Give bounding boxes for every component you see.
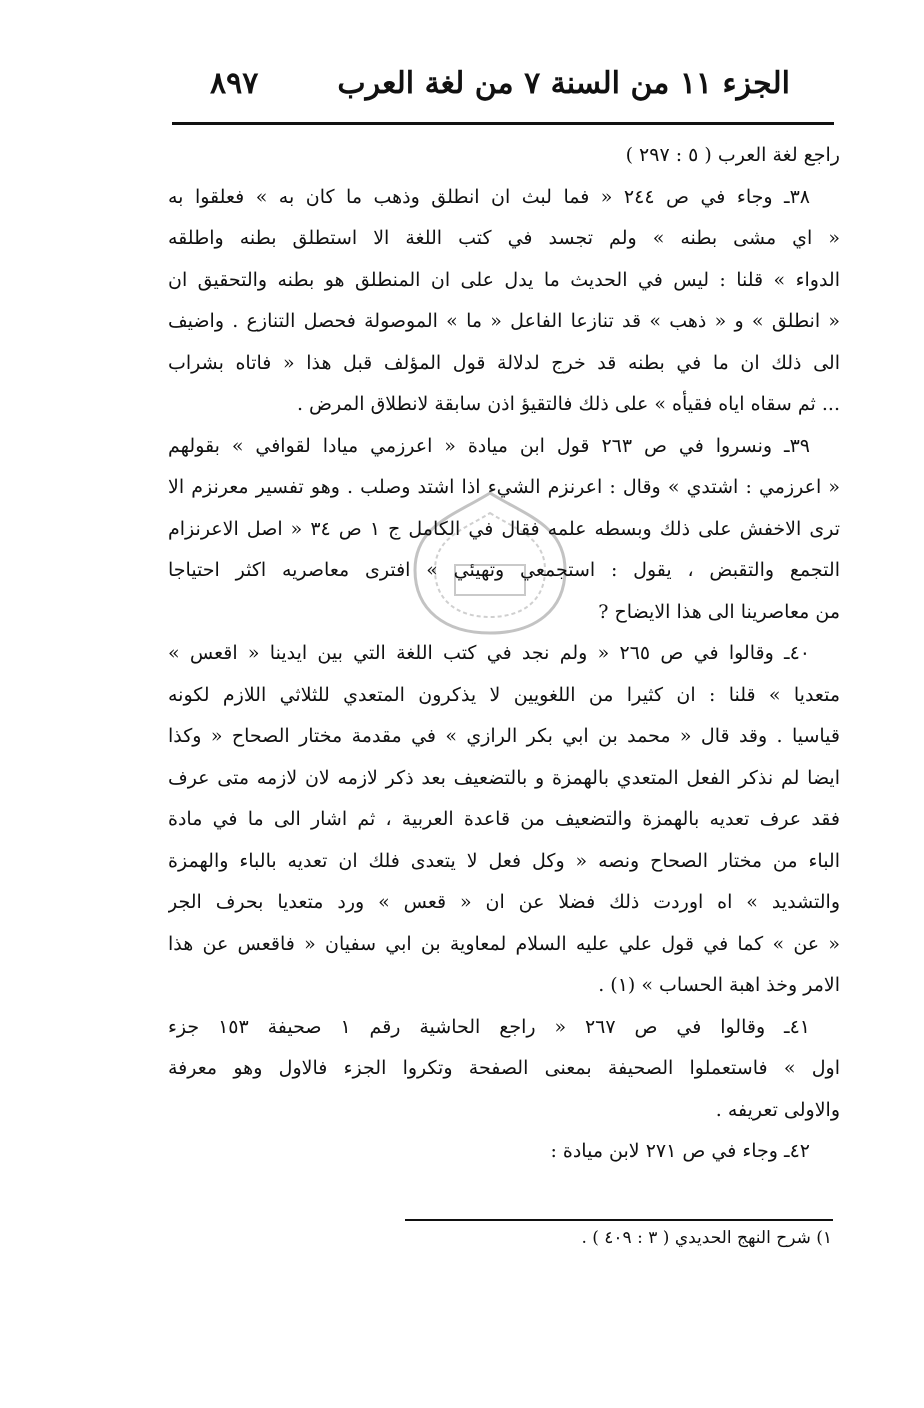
text-line: « عن » كما في قول علي عليه السلام لمعاوية بن ابي سفيان « فاقعس عن هذا	[168, 932, 840, 955]
text-line: ترى الاخفش على ذلك وبسطه علمه فقال في الكامل ج ١ ص ٣٤ « اصل الاعرنزام	[168, 517, 840, 540]
text-line: الامر وخذ اهبة الحساب » (١) .	[598, 974, 840, 996]
text-line: فقد عرف تعديه بالهمزة والتضعيف من قاعدة العربية ، ثم اشار الى ما في مادة	[168, 808, 840, 830]
body-text	[168, 135, 840, 1173]
text-line: من معاصرينا الى هذا الايضاح ?	[598, 600, 840, 623]
text-line: « انطلق » و « ذهب » قد تنازعا الفاعل « ما » الموصولة فحصل التنازع . واضيف	[168, 310, 840, 332]
text-line: الدواء » قلنا : ليس في الحديث ما يدل على ان المنطلق هو بطنه والتحقيق ان	[168, 268, 840, 291]
text-line: ٣٩ـ ونسروا في ص ٢٦٣ قول ابن ميادة « اعرزمي ميادا لقوافي » بقولهم	[168, 434, 810, 457]
footnote-rule	[405, 1219, 833, 1221]
running-head: الجزء ١١ من السنة ٧ من لغة العرب	[337, 66, 790, 101]
text-line: والاولى تعريفه .	[715, 1098, 840, 1121]
page-header	[170, 62, 830, 112]
text-line: ٤٢ـ وجاء في ص ٢٧١ لابن ميادة :	[550, 1140, 810, 1162]
text-line: ايضا لم نذكر الفعل المتعدي بالهمزة و بالتضعيف بعد ذكر لازمه لان لازمه متى عرف	[168, 766, 840, 789]
text-line: ٤١ـ وقالوا في ص ٢٦٧ « راجع الحاشية رقم ١ صحيفة ١٥٣ جزء	[168, 1015, 811, 1038]
page-number: ٨٩٧	[210, 66, 259, 101]
text-line: « اي مشى بطنه » ولم تجسد في كتب اللغة الا استطلق بطنه واطلقه	[168, 227, 840, 249]
text-line: راجع لغة العرب ( ٥ : ٢٩٧ )	[625, 144, 840, 166]
text-line: « اعرزمي : اشتدي » وقال : اعرنزم الشيء اذا اشتد وصلب . وهو تفسير معرنزم الا	[168, 476, 840, 498]
text-line: متعديا » قلنا : ان كثيرا من اللغويين لا يذكرون المتعدي للثلاثي اللازم لكونه	[168, 683, 840, 706]
text-line: اول » فاستعملوا الصحيفة بمعنى الصفحة وتكروا الجزء فالاول وهو معرفة	[168, 1057, 840, 1079]
footnote: ١) شرح النهج الحديدي ( ٣ : ٤٠٩ ) .	[581, 1228, 832, 1248]
text-line: قياسيا . وقد قال « محمد بن ابي بكر الرازي » في مقدمة مختار الصحاح « وكذا	[168, 725, 840, 747]
text-line: والتشديد » اه اوردت ذلك فضلا عن ان « قعس » ورد متعديا بحرف الجر	[168, 891, 840, 913]
text-line: الى ذلك ان ما في بطنه قد خرج لدلالة قول المؤلف قبل هذا « فاتاه بشراب	[168, 351, 840, 374]
text-line: الباء من مختار الصحاح ونصه « وكل فعل لا يتعدى فلك ان تعديه بالباء والهمزة	[168, 849, 840, 872]
text-line: ٤٠ـ وقالوا في ص ٢٦٥ « ولم نجد في كتب اللغة التي بين ايدينا « اقعس »	[168, 642, 810, 664]
text-line: التجمع والتقبض ، يقول : استجمعي وتهيئي » افترى معاصريه اكثر احتياجا	[168, 559, 840, 581]
text-line: ... ثم سقاه اياه فقيأه » على ذلك فالتقيؤ اذن سابقة لانطلاق المرض .	[296, 393, 840, 415]
text-line: ٣٨ـ وجاء في ص ٢٤٤ « فما لبث ان انطلق وذهب ما كان به » فعلقوا به	[168, 185, 810, 208]
header-rule	[172, 122, 834, 125]
